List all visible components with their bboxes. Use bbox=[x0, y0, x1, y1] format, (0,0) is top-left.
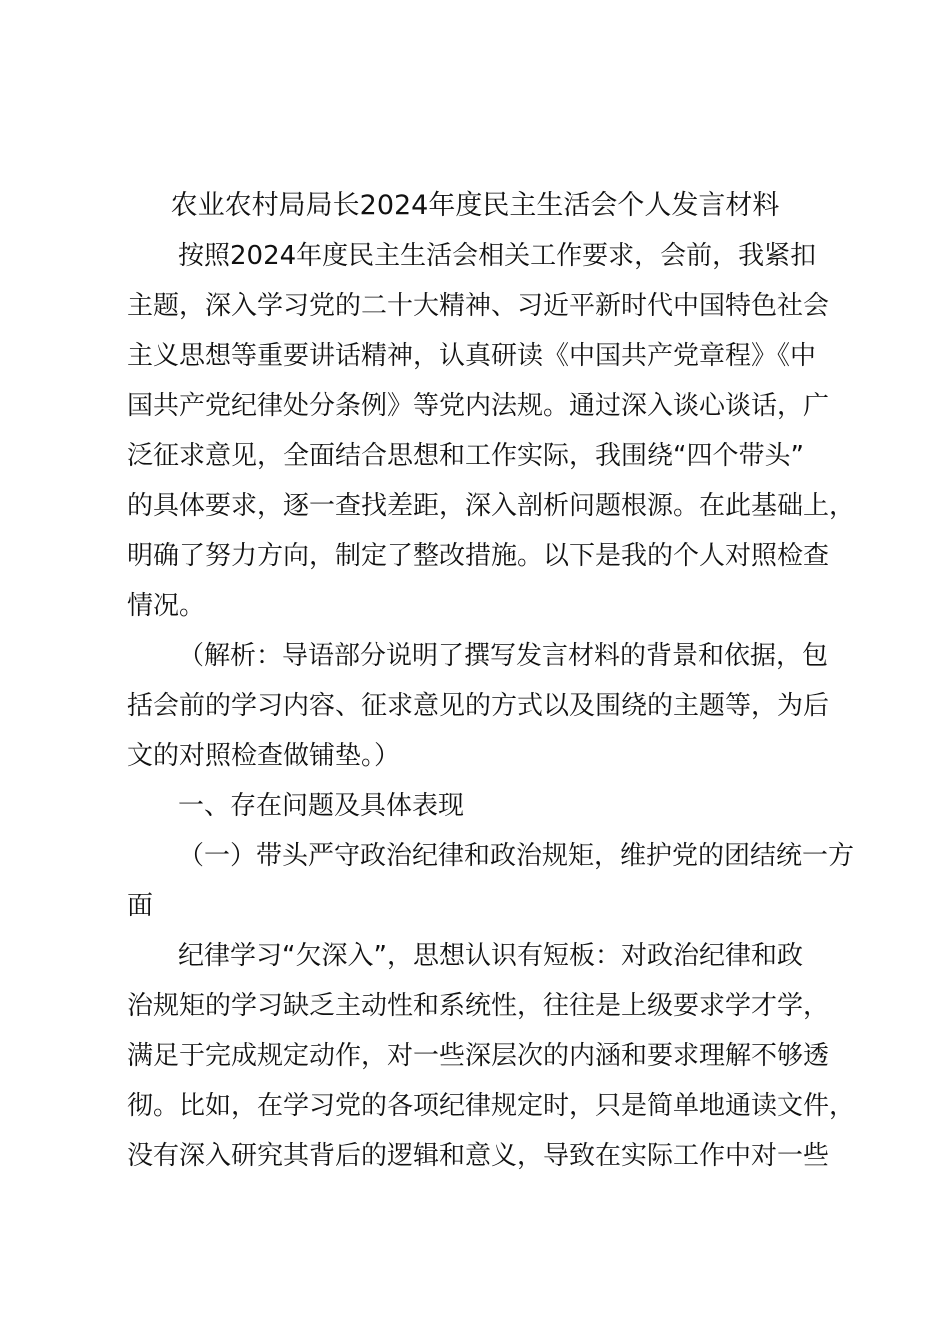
intro-line: 的具体要求，逐一查找差距，深入剖析问题根源。在此基础上， bbox=[127, 491, 856, 521]
intro-line: 按照2024年度民主生活会相关工作要求，会前，我紧扣 bbox=[178, 241, 817, 271]
intro-line: 国共产党纪律处分条例》等党内法规。通过深入谈心谈话，广 bbox=[127, 391, 830, 421]
analysis-line: （解析：导语部分说明了撰写发言材料的背景和依据，包 bbox=[178, 641, 829, 671]
intro-line: 主题，深入学习党的二十大精神、习近平新时代中国特色社会 bbox=[127, 291, 830, 321]
intro-line: 明确了努力方向，制定了整改措施。以下是我的个人对照检查 bbox=[127, 541, 830, 571]
intro-line: 泛征求意见，全面结合思想和工作实际，我围绕“四个带头” bbox=[127, 441, 804, 471]
body-line: 治规矩的学习缺乏主动性和系统性，往往是上级要求学才学， bbox=[127, 991, 830, 1021]
intro-line: 情况。 bbox=[127, 591, 206, 621]
analysis-line: 括会前的学习内容、征求意见的方式以及围绕的主题等，为后 bbox=[127, 691, 830, 721]
document-title: 农业农村局局长2024年度民主生活会个人发言材料 bbox=[170, 190, 780, 221]
body-line: 纪律学习“欠深入”，思想认识有短板：对政治纪律和政 bbox=[178, 941, 803, 971]
body-line: 满足于完成规定动作，对一些深层次的内涵和要求理解不够透 bbox=[127, 1041, 830, 1071]
body-line: 彻。比如，在学习党的各项纪律规定时，只是简单地通读文件， bbox=[127, 1091, 856, 1121]
body-line: 没有深入研究其背后的逻辑和意义，导致在实际工作中对一些 bbox=[127, 1141, 830, 1171]
subsection-heading-line: 面 bbox=[127, 891, 154, 921]
analysis-line: 文的对照检查做铺垫。） bbox=[127, 741, 401, 771]
subsection-heading-line: （一）带头严守政治纪律和政治规矩，维护党的团结统一方 bbox=[178, 841, 855, 871]
intro-line: 主义思想等重要讲话精神，认真研读《中国共产党章程》《中 bbox=[127, 341, 817, 371]
section-heading: 一、存在问题及具体表现 bbox=[178, 791, 465, 821]
